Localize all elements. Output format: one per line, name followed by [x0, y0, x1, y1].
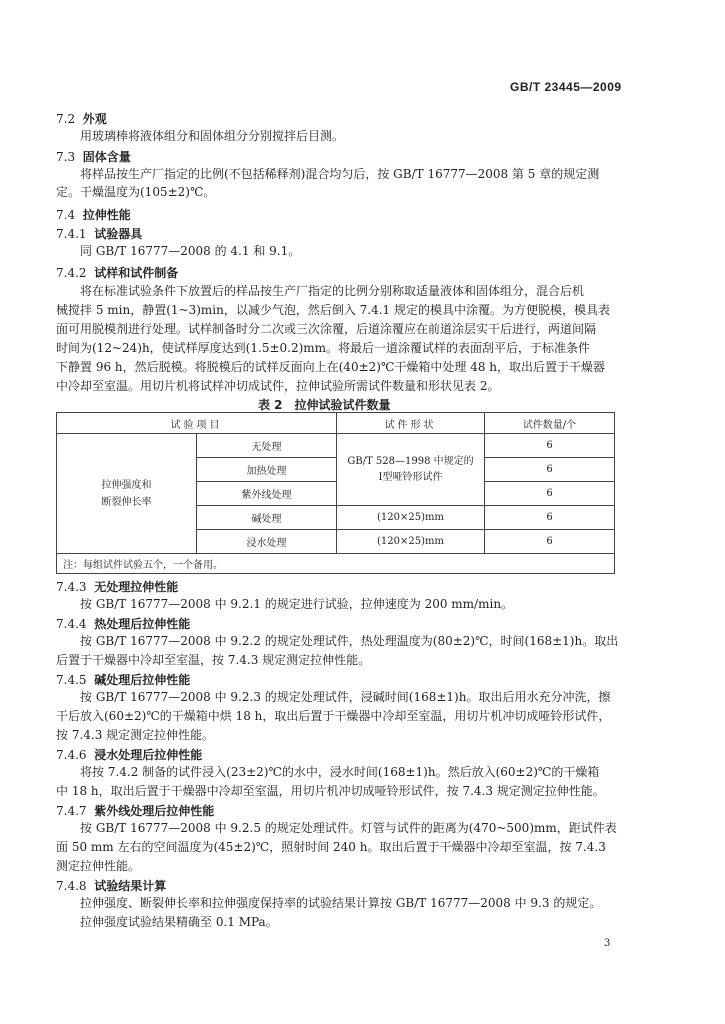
paragraph-line: 测定拉伸性能。 — [56, 859, 141, 873]
table-2 — [56, 412, 615, 574]
section-number: 7.4.1 — [56, 227, 87, 241]
paragraph-line: 拉伸强度、断裂伸长率和拉伸强度保持率的试验结果计算按 GB/T 16777—2008 中 9.3 的规定。 — [80, 896, 602, 910]
item-cell: 浸水处理 — [197, 530, 337, 554]
section-number: 7.4.4 — [56, 617, 87, 631]
shape-cell: GB/T 528—1998 中规定的 Ⅰ型哑铃形试件 — [337, 434, 485, 506]
paragraph: 用玻璃棒将液体组分和固体组分分别搅拌后目测。 — [80, 129, 345, 143]
section-7-4-heading — [56, 206, 131, 223]
paragraph-line: 后置于干燥器中冷却至室温，按 7.4.3 规定测定拉伸性能。 — [56, 653, 371, 667]
count-cell: 6 — [485, 458, 615, 482]
section-number: 7.4.2 — [56, 266, 87, 280]
section-number: 7.3 — [56, 150, 76, 164]
paragraph-line: 按 GB/T 16777—2008 中 9.2.3 的规定处理试件，浸碱时间(168±1)h。取出后用水充分冲洗，擦 — [80, 690, 611, 704]
paragraph-line: 将按 7.4.2 制备的试件浸入(23±2)℃的水中，浸水时间(168±1)h。然后放入(60±2)℃的干燥箱 — [80, 765, 600, 779]
shape-cell: (120×25)mm — [337, 506, 485, 530]
header-cell: 试验项目 — [57, 413, 337, 434]
paragraph-line: 拉伸强度试验结果精确至 0.1 MPa。 — [80, 915, 278, 929]
paragraph-line: 按 GB/T 16777—2008 中 9.2.2 的规定处理试件，热处理温度为(80±2)℃，时间(168±1)h。取出 — [80, 634, 619, 648]
group-cell: 拉伸强度和 断裂伸长率 — [57, 434, 197, 554]
table-row — [57, 434, 615, 458]
page-number: 3 — [604, 938, 611, 949]
section-title: 无处理拉伸性能 — [94, 580, 179, 594]
count-cell: 6 — [485, 506, 615, 530]
count-cell: 6 — [485, 434, 615, 458]
section-7-4-7-heading — [56, 802, 214, 819]
section-title: 固体含量 — [82, 150, 131, 164]
table-note-row — [57, 554, 615, 574]
section-7-4-1-heading — [56, 225, 142, 242]
paragraph-line: 械搅拌 5 min，静置(1~3)min，以减少气泡，然后倒入 7.4.1 规定的模具中涂覆。为方便脱模，模具表 — [56, 303, 611, 317]
paragraph-line: 下静置 96 h，然后脱模。将脱模后的试样反面向上在(40±2)℃干燥箱中处理 48 h，取出后置于干燥器 — [56, 360, 606, 374]
section-title: 热处理后拉伸性能 — [94, 617, 191, 631]
section-title: 试验结果计算 — [94, 879, 167, 893]
section-title: 试样和试件制备 — [94, 266, 179, 280]
table-header-row — [57, 413, 615, 434]
section-number: 7.4.3 — [56, 580, 87, 594]
paragraph-line: 中 18 h，取出后置于干燥器中冷却至室温，用切片机冲切成哑铃形试件，按 7.4.3 规定测定拉伸性能。 — [56, 784, 605, 798]
item-cell: 紫外线处理 — [197, 482, 337, 506]
section-7-4-8-heading — [56, 877, 166, 894]
section-7-3-heading — [56, 148, 131, 165]
section-number: 7.4 — [56, 208, 76, 222]
section-title: 紫外线处理后拉伸性能 — [94, 804, 215, 818]
section-7-4-2-heading — [56, 264, 178, 281]
document-header: GB/T 23445—2009 — [510, 80, 622, 94]
section-7-4-3-heading — [56, 578, 178, 595]
shape-cell: (120×25)mm — [337, 530, 485, 554]
section-7-2-heading — [56, 110, 107, 127]
item-cell: 加热处理 — [197, 458, 337, 482]
paragraph-line: 面 50 mm 左右的空间温度为(45±2)℃，照射时间 240 h。取出后置于干燥器中冷却至室温，按 7.4.3 — [56, 840, 606, 854]
paragraph-line: 时间为(12~24)h，使试样厚度达到(1.5±0.2)mm。将最后一道涂覆试样的表面刮平后，于标准条件 — [56, 341, 591, 355]
section-7-4-4-heading — [56, 615, 190, 632]
section-number: 7.4.6 — [56, 748, 87, 762]
section-title: 外观 — [82, 112, 107, 126]
section-title: 浸水处理后拉伸性能 — [94, 748, 203, 762]
section-title: 拉伸性能 — [82, 208, 131, 222]
table-caption: 表 2 拉伸试验试件数量 — [258, 398, 391, 412]
item-cell: 无处理 — [197, 434, 337, 458]
section-title: 碱处理后拉伸性能 — [94, 673, 191, 687]
item-cell: 碱处理 — [197, 506, 337, 530]
count-cell: 6 — [485, 530, 615, 554]
paragraph-line: 面可用脱模剂进行处理。试样制备时分二次或三次涂覆，后道涂覆应在前道涂层实干后进行，两道间隔 — [56, 322, 597, 336]
count-cell: 6 — [485, 482, 615, 506]
paragraph-line: 按 GB/T 16777—2008 中 9.2.5 的规定处理试件。灯管与试件的距离为(470~500)mm，距试件表 — [80, 821, 617, 835]
paragraph: 同 GB/T 16777—2008 的 4.1 和 9.1。 — [80, 244, 301, 258]
paragraph-line: 定。干燥温度为(105±2)℃。 — [56, 185, 216, 199]
section-number: 7.4.8 — [56, 879, 87, 893]
section-number: 7.2 — [56, 112, 76, 126]
paragraph-line: 将样品按生产厂指定的比例(不包括稀释剂)混合均匀后，按 GB/T 16777—2008 第 5 章的规定测 — [80, 167, 600, 181]
section-number: 7.4.5 — [56, 673, 87, 687]
paragraph-line: 按 7.4.3 规定测定拉伸性能。 — [56, 728, 215, 742]
section-7-4-5-heading — [56, 671, 190, 688]
section-7-4-6-heading — [56, 746, 202, 763]
paragraph: 按 GB/T 16777—2008 中 9.2.1 的规定进行试验，拉伸速度为 200 mm/min。 — [80, 597, 514, 611]
header-cell: 试件形状 — [337, 413, 485, 434]
paragraph-line: 将在标准试验条件下放置后的样品按生产厂指定的比例分别称取适量液体和固体组分，混合后机 — [80, 284, 585, 298]
header-cell: 试件数量/个 — [485, 413, 615, 434]
table-note: 注：每组试件试验五个，一个备用。 — [57, 554, 615, 574]
paragraph-line: 中冷却至室温。用切片机将试样冲切成试件，拉伸试验所需试件数量和形状见表 2。 — [56, 379, 500, 393]
section-number: 7.4.7 — [56, 804, 87, 818]
section-title: 试验器具 — [94, 227, 143, 241]
paragraph-line: 干后放入(60±2)℃的干燥箱中烘 18 h，取出后置于干燥器中冷却至室温，用切片机冲切成哑铃形试件， — [56, 709, 611, 723]
